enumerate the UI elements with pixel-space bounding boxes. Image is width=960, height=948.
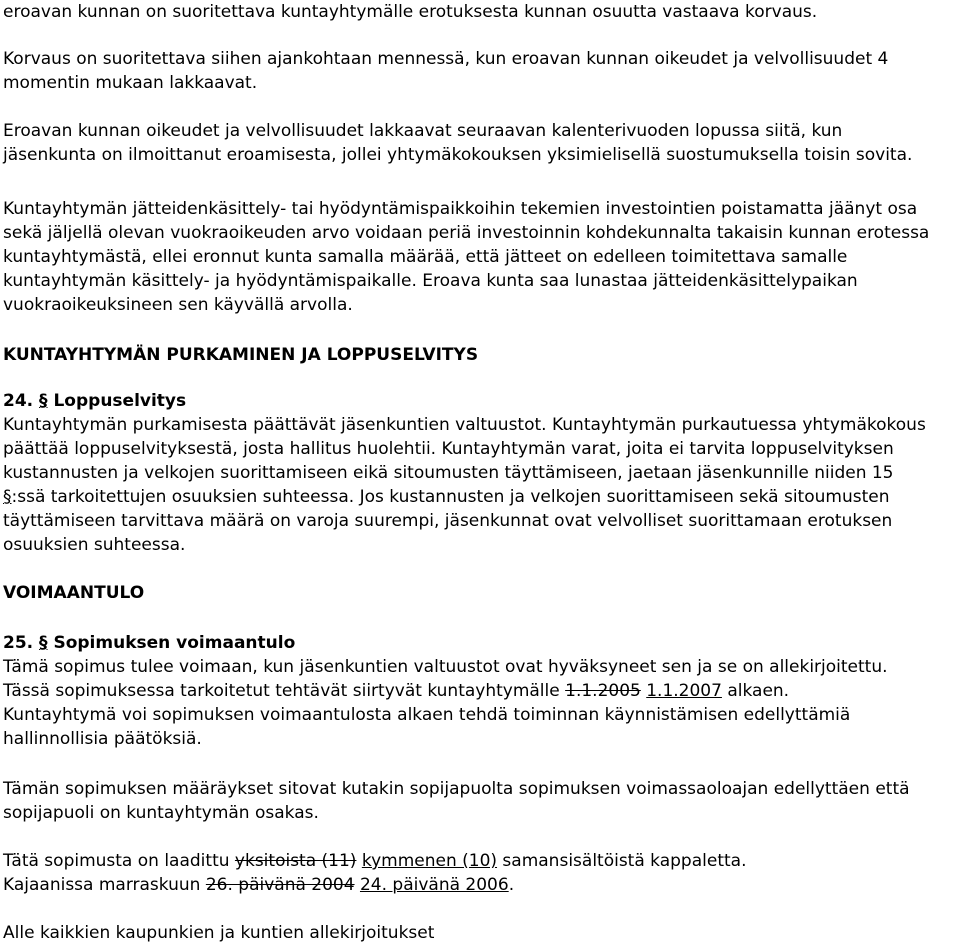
text-line: Tässä sopimuksessa tarkoitetut tehtävät siirtyvät kuntayhtymälle 1.1.2005 1.1.2007 alkaen. xyxy=(3,681,790,701)
paragraph-signatures: Alle kaikkien kaupunkien ja kuntien allekirjoitukset xyxy=(3,923,435,943)
deleted-text: 26. päivänä 2004 xyxy=(205,875,355,895)
text-line: Tämän sopimuksen määräykset sitovat kutakin sopijapuolta sopimuksen voimassaoloajan edellyttäen että xyxy=(3,779,910,799)
text-line: Kajaanissa marraskuun 26. päivänä 2004 24. päivänä 2006. xyxy=(3,875,515,895)
heading-dissolution: KUNTAYHTYMÄN PURKAMINEN JA LOPPUSELVITYS xyxy=(3,345,479,365)
text-line: vuokraoikeuksineen sen käyvällä arvolla. xyxy=(3,295,353,315)
paragraph-copies xyxy=(3,849,746,897)
section-heading xyxy=(3,389,926,413)
section-heading xyxy=(3,631,888,655)
section-25 xyxy=(3,631,888,751)
text-line: Tämä sopimus tulee voimaan, kun jäsenkuntien valtuustot ovat hyväksyneet sen ja se on allekirjoitettu. xyxy=(3,657,888,677)
text-line: kuntayhtymän käsittely- ja hyödyntämispaikalle. Eroava kunta saa lunastaa jätteidenkäsittelypaikan xyxy=(3,271,858,291)
text-line: täyttämiseen tarvittava määrä on varoja suurempi, jäsenkunnat ovat velvolliset suorittamaan erotuksen xyxy=(3,511,893,531)
section-24 xyxy=(3,389,926,557)
section-sign: § xyxy=(39,633,48,653)
text-line: päättää loppuselvityksestä, josta hallitus huolehtii. Kuntayhtymän varat, joita ei tarvita loppuselvityksen xyxy=(3,439,894,459)
paragraph-compensation xyxy=(3,0,817,24)
deleted-text: yksitoista (11) xyxy=(234,851,357,871)
text-line: Kuntayhtymä voi sopimuksen voimaantulosta alkaen tehdä toiminnan käynnistämisen edellyttämiä xyxy=(3,705,851,725)
section-title: Sopimuksen voimaantulo xyxy=(47,633,296,653)
inserted-text: kymmenen (10) xyxy=(361,851,498,871)
text-line: kuntayhtymästä, ellei eronnut kunta samalla määrää, että jätteet on edelleen toimitettava samalle xyxy=(3,247,848,267)
text-line: Kuntayhtymän purkamisesta päättävät jäsenkuntien valtuustot. Kuntayhtymän purkautuessa yhtymäkokous xyxy=(3,415,926,435)
text-line: Eroavan kunnan oikeudet ja velvollisuudet lakkaavat seuraavan kalenterivuoden lopussa siitä, kun xyxy=(3,121,843,141)
text-line: Kuntayhtymän jätteidenkäsittely- tai hyödyntämispaikkoihin tekemien investointien poistamatta jäänyt osa xyxy=(3,199,918,219)
text-line: eroavan kunnan on suoritettava kuntayhtymälle erotuksesta kunnan osuutta vastaava korvaus. xyxy=(3,2,818,22)
paragraph-rights-end xyxy=(3,119,912,167)
inserted-text: 1.1.2007 xyxy=(646,681,722,701)
paragraph-investments xyxy=(3,197,929,317)
section-number: 25. xyxy=(3,633,40,653)
section-number: 24. xyxy=(3,391,40,411)
paragraph-compensation-deadline xyxy=(3,47,888,95)
text-line: Tätä sopimusta on laadittu yksitoista (11) kymmenen (10) samansisältöistä kappaletta. xyxy=(3,851,747,871)
paragraph-binding xyxy=(3,777,910,825)
text-line: §:ssä tarkoitettujen osuuksien suhteessa. Jos kustannusten ja velkojen suorittamiseen sekä sitoumusten xyxy=(3,487,890,507)
text-line: Korvaus on suoritettava siihen ajankohtaan mennessä, kun eroavan kunnan oikeudet ja velvollisuudet 4 xyxy=(3,49,889,69)
text-line: sopijapuoli on kuntayhtymän osakas. xyxy=(3,803,319,823)
text-line: sekä jäljellä olevan vuokraoikeuden arvo voidaan periä investoinnin kohdekunnalta takaisin kunnan erotessa xyxy=(3,223,930,243)
text-line: osuuksien suhteessa. xyxy=(3,535,186,555)
text-line: jäsenkunta on ilmoittanut eroamisesta, jollei yhtymäkokouksen yksimielisellä suostumuksella toisin sovita. xyxy=(3,145,913,165)
text-line: hallinnollisia päätöksiä. xyxy=(3,729,202,749)
section-title: Loppuselvitys xyxy=(47,391,187,411)
section-sign: § xyxy=(3,487,12,507)
section-sign: § xyxy=(39,391,48,411)
text-line: momentin mukaan lakkaavat. xyxy=(3,73,258,93)
heading-entry-into-force: VOIMAANTULO xyxy=(3,583,145,603)
text-line: kustannusten ja velkojen suorittamiseen eikä sitoumusten täyttämiseen, jaetaan jäsenkunnille niiden 15 xyxy=(3,463,894,483)
inserted-text: 24. päivänä 2006 xyxy=(359,875,509,895)
deleted-text: 1.1.2005 xyxy=(565,681,641,701)
